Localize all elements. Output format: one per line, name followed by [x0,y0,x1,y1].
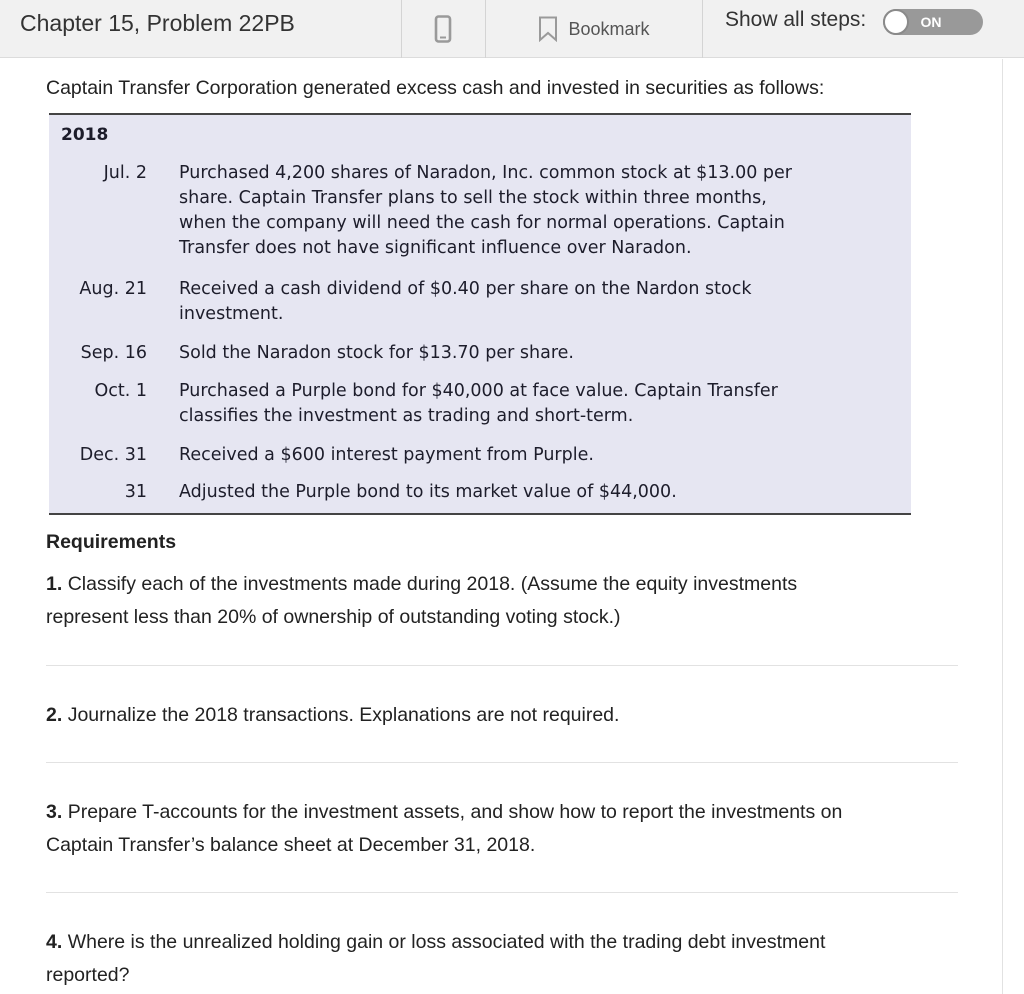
bookmark-icon [538,16,558,42]
requirement-item [46,699,946,732]
page-title: Chapter 15, Problem 22PB [20,10,295,36]
transaction-description [179,277,879,327]
transaction-description [179,443,879,468]
transactions-table [49,113,911,515]
description-line: share. Captain Transfer plans to sell the stock within three months, [179,188,767,208]
description-line: Purchased 4,200 shares of Naradon, Inc. common stock at $13.00 per [179,163,792,183]
transaction-description [179,161,879,261]
toggle-knob [883,9,909,35]
description-line: Received a $600 interest payment from Purple. [179,445,594,465]
transaction-date: Jul. 2 [103,163,147,183]
transaction-date: Sep. 16 [80,343,147,363]
requirement-text: reported? [46,964,130,986]
description-line: Purchased a Purple bond for $40,000 at face value. Captain Transfer [179,381,778,401]
transaction-description [179,341,879,366]
description-line: classifies the investment as trading and short-term. [179,406,634,426]
description-line: Sold the Naradon stock for $13.70 per share. [179,343,574,363]
transaction-description [179,379,879,429]
header-bar [0,0,1024,58]
requirement-number: 4. [46,931,63,953]
transaction-description [179,480,879,505]
bookmark-label: Bookmark [568,18,650,39]
requirement-item [46,796,946,862]
show-steps-toggle[interactable] [883,9,983,35]
transaction-date: Oct. 1 [94,381,147,401]
requirement-text: represent less than 20% of ownership of outstanding voting stock.) [46,606,621,628]
description-line: Adjusted the Purple bond to its market value of $44,000. [179,482,677,502]
description-line: Transfer does not have significant influence over Naradon. [179,238,692,258]
bookmark-button[interactable] [486,0,702,58]
requirement-number: 1. [46,573,63,595]
divider [46,892,958,893]
transaction-date: Dec. 31 [79,445,147,465]
requirement-item [46,926,946,992]
requirement-text: Classify each of the investments made during 2018. (Assume the equity investments [67,573,798,595]
divider [46,762,958,763]
description-line: Received a cash dividend of $0.40 per share on the Nardon stock [179,279,752,299]
toggle-state-label: ON [920,14,942,30]
requirement-number: 2. [46,704,63,726]
requirement-item [46,568,946,634]
solution-content [0,59,1003,994]
problem-intro: Captain Transfer Corporation generated excess cash and invested in securities as follows: [46,77,825,99]
show-steps-control [703,0,1024,58]
requirement-text: Journalize the 2018 transactions. Explanations are not required. [67,704,620,726]
requirement-text: Prepare T-accounts for the investment assets, and show how to report the investments on [67,801,843,823]
requirement-text: Captain Transfer’s balance sheet at December 31, 2018. [46,834,536,856]
show-steps-label: Show all steps: [725,8,867,31]
requirement-number: 3. [46,801,63,823]
requirements-heading: Requirements [46,531,177,553]
transaction-date: 31 [124,482,147,502]
description-line: investment. [179,304,284,324]
description-line: when the company will need the cash for normal operations. Captain [179,213,785,233]
requirement-text: Where is the unrealized holding gain or loss associated with the trading debt investment [67,931,826,953]
mobile-view-button[interactable] [402,0,484,58]
year-heading: 2018 [61,125,109,145]
transaction-date: Aug. 21 [79,279,147,299]
phone-icon [434,15,452,43]
divider [46,665,958,666]
